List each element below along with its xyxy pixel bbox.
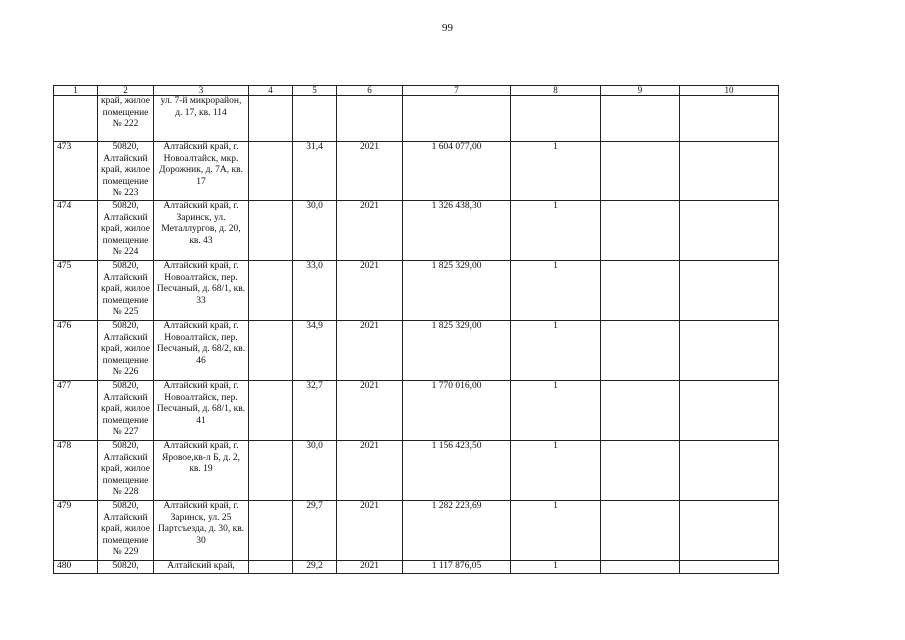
cell-col10 bbox=[680, 261, 779, 321]
property-year bbox=[337, 96, 403, 142]
cell-col10 bbox=[680, 201, 779, 261]
property-address: Алтайский край, г. Новоалтайск, пер. Песчаный, д. 68/1, кв. 33 bbox=[154, 261, 249, 321]
property-name: 50820, bbox=[98, 561, 154, 574]
cell-col4 bbox=[249, 321, 293, 381]
column-header: 1 bbox=[54, 86, 98, 96]
cell-col9 bbox=[601, 441, 680, 501]
cell-col4 bbox=[249, 441, 293, 501]
cell-col9 bbox=[601, 561, 680, 574]
column-header: 5 bbox=[293, 86, 337, 96]
property-address: Алтайский край, г. Заринск, ул. Металлургов, д. 20, кв. 43 bbox=[154, 201, 249, 261]
property-year: 2021 bbox=[337, 321, 403, 381]
cell-col4 bbox=[249, 561, 293, 574]
column-header: 3 bbox=[154, 86, 249, 96]
property-qty bbox=[511, 96, 601, 142]
cell-col9 bbox=[601, 381, 680, 441]
property-year: 2021 bbox=[337, 501, 403, 561]
property-area: 30,0 bbox=[293, 201, 337, 261]
cell-col9 bbox=[601, 142, 680, 201]
column-header: 9 bbox=[601, 86, 680, 96]
table-row bbox=[54, 142, 779, 201]
property-area: 29,2 bbox=[293, 561, 337, 574]
property-qty: 1 bbox=[511, 201, 601, 261]
property-name: 50820, Алтайский край, жилое помещение № 225 bbox=[98, 261, 154, 321]
table-row bbox=[54, 96, 779, 142]
cell-col10 bbox=[680, 441, 779, 501]
property-name: 50820, Алтайский край, жилое помещение № 229 bbox=[98, 501, 154, 561]
property-cost: 1 604 077,00 bbox=[403, 142, 511, 201]
property-area: 32,7 bbox=[293, 381, 337, 441]
property-qty: 1 bbox=[511, 142, 601, 201]
property-name: 50820, Алтайский край, жилое помещение № 224 bbox=[98, 201, 154, 261]
property-cost: 1 825 329,00 bbox=[403, 321, 511, 381]
row-number: 473 bbox=[54, 142, 98, 201]
property-address: Алтайский край, г. Яровое,кв-л Б, д. 2, кв. 19 bbox=[154, 441, 249, 501]
property-cost: 1 825 329,00 bbox=[403, 261, 511, 321]
row-number: 475 bbox=[54, 261, 98, 321]
property-address: ул. 7-й микрорайон, д. 17, кв. 114 bbox=[154, 96, 249, 142]
cell-col4 bbox=[249, 501, 293, 561]
table-row bbox=[54, 561, 779, 574]
row-number: 476 bbox=[54, 321, 98, 381]
property-address: Алтайский край, г. Новоалтайск, мкр. Дорожник, д. 7А, кв. 17 bbox=[154, 142, 249, 201]
property-cost: 1 326 438,30 bbox=[403, 201, 511, 261]
property-year: 2021 bbox=[337, 201, 403, 261]
property-cost: 1 770 016,00 bbox=[403, 381, 511, 441]
column-header: 7 bbox=[403, 86, 511, 96]
column-header: 2 bbox=[98, 86, 154, 96]
property-year: 2021 bbox=[337, 142, 403, 201]
table-row bbox=[54, 201, 779, 261]
cell-col4 bbox=[249, 96, 293, 142]
cell-col10 bbox=[680, 501, 779, 561]
cell-col10 bbox=[680, 96, 779, 142]
property-year: 2021 bbox=[337, 441, 403, 501]
cell-col10 bbox=[680, 561, 779, 574]
property-name: 50820, Алтайский край, жилое помещение № 227 bbox=[98, 381, 154, 441]
row-number: 478 bbox=[54, 441, 98, 501]
property-address: Алтайский край, г. Новоалтайск, пер. Песчаный, д. 68/1, кв. 41 bbox=[154, 381, 249, 441]
property-qty: 1 bbox=[511, 381, 601, 441]
column-header: 10 bbox=[680, 86, 779, 96]
property-cost bbox=[403, 96, 511, 142]
row-number bbox=[54, 96, 98, 142]
cell-col4 bbox=[249, 381, 293, 441]
table-row bbox=[54, 381, 779, 441]
property-area bbox=[293, 96, 337, 142]
property-area: 34,9 bbox=[293, 321, 337, 381]
table-row bbox=[54, 501, 779, 561]
row-number: 474 bbox=[54, 201, 98, 261]
property-address: Алтайский край, bbox=[154, 561, 249, 574]
row-number: 480 bbox=[54, 561, 98, 574]
property-area: 31,4 bbox=[293, 142, 337, 201]
property-area: 33,0 bbox=[293, 261, 337, 321]
property-qty: 1 bbox=[511, 561, 601, 574]
column-header: 6 bbox=[337, 86, 403, 96]
cell-col4 bbox=[249, 142, 293, 201]
table-row bbox=[54, 261, 779, 321]
column-header: 4 bbox=[249, 86, 293, 96]
page-number: 99 bbox=[442, 22, 453, 34]
property-cost: 1 117 876,05 bbox=[403, 561, 511, 574]
property-cost: 1 156 423,50 bbox=[403, 441, 511, 501]
cell-col9 bbox=[601, 261, 680, 321]
property-address: Алтайский край, г. Заринск, ул. 25 Партсъезда, д. 30, кв. 30 bbox=[154, 501, 249, 561]
cell-col9 bbox=[601, 321, 680, 381]
cell-col4 bbox=[249, 261, 293, 321]
property-name: 50820, Алтайский край, жилое помещение № 223 bbox=[98, 142, 154, 201]
property-qty: 1 bbox=[511, 501, 601, 561]
table-row bbox=[54, 441, 779, 501]
column-header: 8 bbox=[511, 86, 601, 96]
property-year: 2021 bbox=[337, 381, 403, 441]
row-number: 479 bbox=[54, 501, 98, 561]
row-number: 477 bbox=[54, 381, 98, 441]
property-address: Алтайский край, г. Новоалтайск, пер. Песчаный, д. 68/2, кв. 46 bbox=[154, 321, 249, 381]
property-qty: 1 bbox=[511, 441, 601, 501]
property-cost: 1 282 223,69 bbox=[403, 501, 511, 561]
property-name: 50820, Алтайский край, жилое помещение № 226 bbox=[98, 321, 154, 381]
property-year: 2021 bbox=[337, 261, 403, 321]
property-qty: 1 bbox=[511, 321, 601, 381]
cell-col10 bbox=[680, 381, 779, 441]
property-area: 30,0 bbox=[293, 441, 337, 501]
property-name: край, жилое помещение № 222 bbox=[98, 96, 154, 142]
property-area: 29,7 bbox=[293, 501, 337, 561]
property-table bbox=[53, 85, 779, 574]
cell-col9 bbox=[601, 501, 680, 561]
property-qty: 1 bbox=[511, 261, 601, 321]
property-name: 50820, Алтайский край, жилое помещение № 228 bbox=[98, 441, 154, 501]
cell-col9 bbox=[601, 201, 680, 261]
table-row bbox=[54, 321, 779, 381]
column-number-row bbox=[54, 86, 779, 96]
cell-col4 bbox=[249, 201, 293, 261]
property-year: 2021 bbox=[337, 561, 403, 574]
cell-col10 bbox=[680, 142, 779, 201]
cell-col9 bbox=[601, 96, 680, 142]
cell-col10 bbox=[680, 321, 779, 381]
